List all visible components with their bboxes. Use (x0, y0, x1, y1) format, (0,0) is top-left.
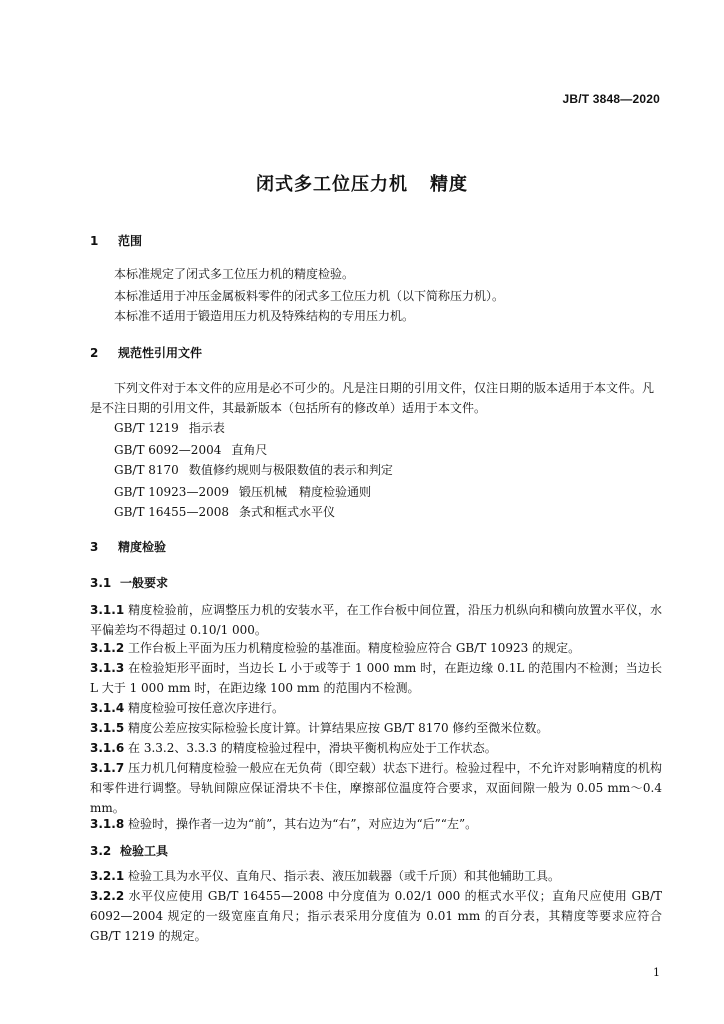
title-part-2: 精度 (430, 174, 468, 195)
section-3-1-heading: 3.1 一般要求 (90, 576, 169, 590)
scope-line-2: 本标准适用于冲压金属板料零件的闭式多工位压力机（以下简称压力机）。 (114, 289, 505, 303)
scope-line-1: 本标准规定了闭式多工位压力机的精度检验。 (114, 267, 355, 281)
clause-3-1-4: 3.1.4 精度检验可按任意次序进行。 (90, 701, 285, 715)
clause-3-2-1: 3.2.1 检验工具为水平仪、直角尺、指示表、液压加载器（或千斤顶）和其他辅助工具。 (90, 869, 561, 883)
document-title (0, 170, 724, 196)
normative-intro: 下列文件对于本文件的应用是必不可少的。凡是注日期的引用文件，仅注日期的版本适用于本文件。凡是不注日期的引用文件，其最新版本（包括所有的修改单）适用于本文件。 (90, 381, 655, 415)
title-part-1: 闭式多工位压力机 (256, 174, 408, 195)
clause-3-1-3: 3.1.3 在检验矩形平面时，当边长 L 小于或等于 1 000 mm 时，在距边缘 0.1L 的范围内不检测；当边长 L 大于 1 000 mm 时，在距边缘 100 mm 的范围内不检测。 (90, 661, 662, 695)
clause-3-2-2: 3.2.2 水平仪应使用 GB/T 16455—2008 中分度值为 0.02/1 000 的框式水平仪；直角尺应使用 GB/T 6092—2004 规定的一级宽座直角尺；指示表采用分度值为 0.01 mm 的百分表，其精度等要求应符合 GB/T 1219 的规定。 (90, 889, 662, 943)
reference-item: GB/T 6092—2004 直角尺 (114, 443, 268, 457)
page-number: 1 (653, 966, 660, 979)
section-3-heading: 3 精度检验 (90, 540, 167, 554)
reference-item: GB/T 16455—2008 条式和框式水平仪 (114, 505, 335, 519)
clause-3-1-2: 3.1.2 工作台板上平面为压力机精度检验的基准面。精度检验应符合 GB/T 10923 的规定。 (90, 641, 581, 655)
clause-3-1-6: 3.1.6 在 3.3.2、3.3.3 的精度检验过程中，滑块平衡机构应处于工作状态。 (90, 741, 497, 755)
standard-code-header: JB/T 3848—2020 (562, 92, 660, 106)
reference-item: GB/T 8170 数值修约规则与极限数值的表示和判定 (114, 463, 393, 477)
clause-3-1-1: 3.1.1 精度检验前，应调整压力机的安装水平，在工作台板中间位置，沿压力机纵向和横向放置水平仪，水平偏差均不得超过 0.10/1 000。 (90, 603, 662, 637)
reference-item: GB/T 1219 指示表 (114, 421, 225, 435)
clause-3-1-7: 3.1.7 压力机几何精度检验一般应在无负荷（即空载）状态下进行。检验过程中，不允许对影响精度的机构和零件进行调整。导轨间隙应保证滑块不卡住，摩擦部位温度符合要求，双面间隙一般为 0.05 mm～0.4 mm。 (90, 761, 662, 815)
section-3-2-heading: 3.2 检验工具 (90, 844, 169, 858)
reference-item: GB/T 10923—2009 锻压机械 精度检验通则 (114, 485, 371, 499)
clause-3-1-5: 3.1.5 精度公差应按实际检验长度计算。计算结果应按 GB/T 8170 修约至微米位数。 (90, 721, 549, 735)
clause-3-1-8: 3.1.8 检验时，操作者一边为“前”，其右边为“右”，对应边为“后”“左”。 (90, 817, 478, 831)
section-2-heading: 2 规范性引用文件 (90, 346, 203, 360)
section-1-heading: 1 范围 (90, 234, 143, 248)
scope-line-3: 本标准不适用于锻造用压力机及特殊结构的专用压力机。 (114, 309, 415, 323)
